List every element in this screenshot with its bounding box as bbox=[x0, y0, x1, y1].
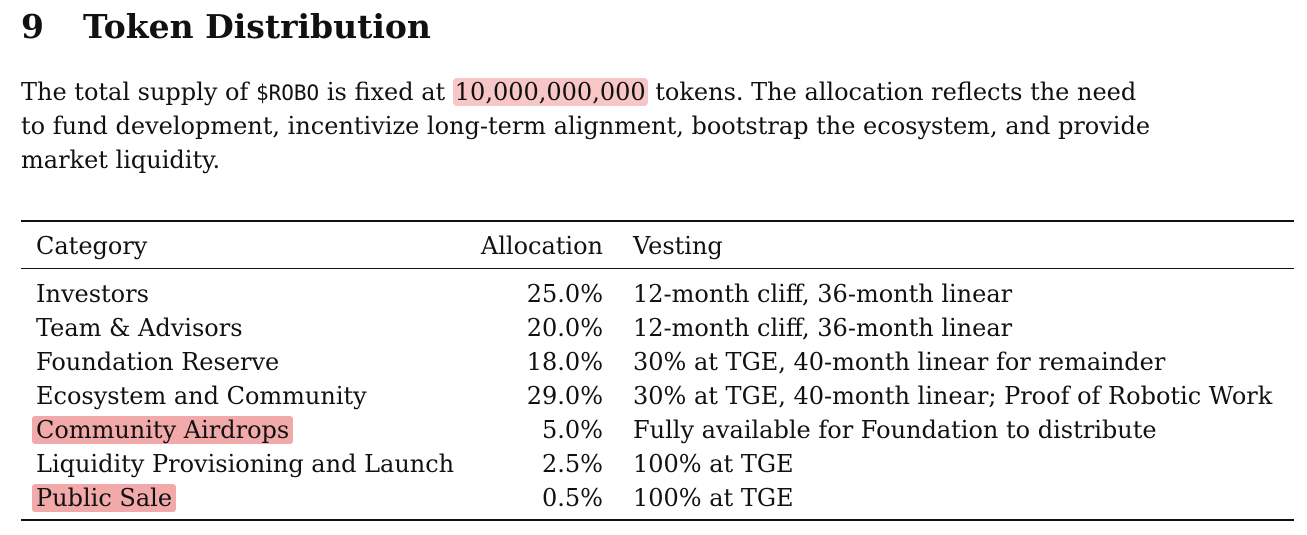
table-top-rule bbox=[21, 220, 1294, 222]
row-allocation: 2.5% bbox=[542, 450, 603, 478]
table-header-rule bbox=[21, 268, 1294, 269]
section-title: Token Distribution bbox=[83, 7, 431, 46]
row-category: Team & Advisors bbox=[36, 314, 243, 342]
row-allocation: 5.0% bbox=[542, 416, 603, 444]
token-ticker: $ROBO bbox=[255, 81, 320, 105]
row-vesting: 12-month cliff, 36-month linear bbox=[633, 280, 1013, 308]
intro-line-1 bbox=[21, 75, 1137, 109]
row-vesting: 12-month cliff, 36-month linear bbox=[633, 314, 1013, 342]
row-allocation: 25.0% bbox=[526, 280, 603, 308]
row-category-highlighted bbox=[36, 481, 176, 515]
intro-paragraph bbox=[21, 75, 1151, 177]
table-bottom-rule bbox=[21, 519, 1294, 521]
row-category: Liquidity Provisioning and Launch bbox=[36, 450, 455, 478]
row-vesting: 30% at TGE, 40-month linear; Proof of Robotic Work bbox=[633, 382, 1273, 410]
category-highlight: Public Sale bbox=[32, 484, 176, 512]
row-category: Foundation Reserve bbox=[36, 348, 280, 376]
row-allocation: 0.5% bbox=[542, 484, 603, 512]
intro-text: The total supply of bbox=[21, 78, 256, 106]
section-heading bbox=[21, 5, 431, 49]
header-allocation: Allocation bbox=[480, 232, 603, 260]
total-supply-highlight: 10,000,000,000 bbox=[454, 78, 646, 106]
row-vesting: 100% at TGE bbox=[633, 450, 794, 478]
row-category: Ecosystem and Community bbox=[36, 382, 367, 410]
row-allocation: 20.0% bbox=[526, 314, 603, 342]
header-vesting: Vesting bbox=[633, 232, 723, 260]
row-allocation: 18.0% bbox=[526, 348, 603, 376]
header-category: Category bbox=[36, 232, 148, 260]
row-allocation: 29.0% bbox=[526, 382, 603, 410]
intro-text: tokens. The allocation reflects the need bbox=[647, 78, 1137, 106]
section-number: 9 bbox=[21, 7, 44, 46]
intro-text: is fixed at bbox=[319, 78, 453, 106]
intro-line-3: market liquidity. bbox=[21, 146, 221, 174]
row-vesting: 100% at TGE bbox=[633, 484, 794, 512]
row-vesting: 30% at TGE, 40-month linear for remainder bbox=[633, 348, 1166, 376]
category-highlight: Community Airdrops bbox=[32, 416, 293, 444]
row-category-highlighted bbox=[36, 413, 293, 447]
row-category: Investors bbox=[36, 280, 149, 308]
intro-line-2: to fund development, incentivize long-term alignment, bootstrap the ecosystem, and provide bbox=[21, 112, 1151, 140]
row-vesting: Fully available for Foundation to distribute bbox=[633, 416, 1157, 444]
